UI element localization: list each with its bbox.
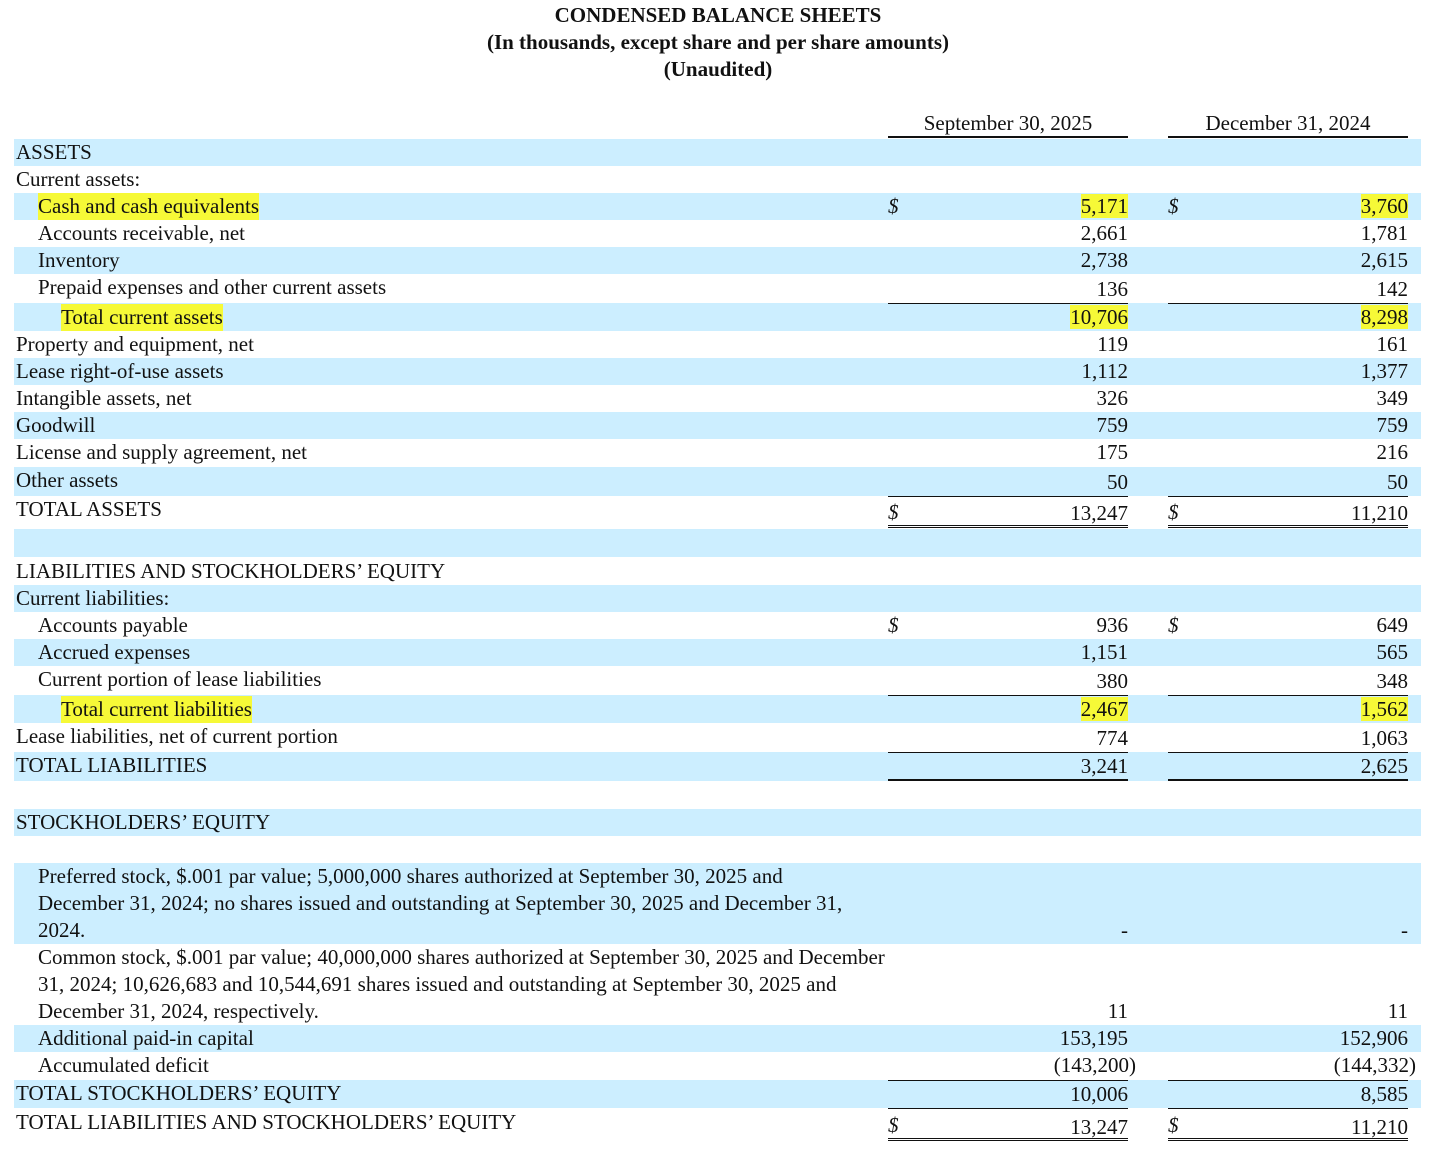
current-assets-heading: Current assets: (16, 167, 141, 191)
liab-equity-heading-row (14, 558, 1421, 585)
value-2025: 2,661 (1080, 221, 1128, 245)
total-assets-topline-2 (1168, 496, 1408, 497)
table-row (14, 439, 1421, 467)
currency-symbol: $ (1168, 194, 1179, 218)
value-2024: 142 (1376, 277, 1408, 301)
row-label: Inventory (38, 248, 120, 272)
currency-symbol: $ (1168, 613, 1179, 637)
value-2024: 1,781 (1360, 221, 1408, 245)
table-row (14, 412, 1421, 439)
row-label: Additional paid-in capital (38, 1026, 254, 1050)
row-label: Preferred stock, $.001 par value; 5,000,000 shares authorized at September 30, 2025 and December 31, 2024; no shares issued and outstanding at September 30, 2025 and December 31, 2024. (38, 864, 843, 942)
row-label: TOTAL LIABILITIES AND STOCKHOLDERS’ EQUITY (16, 1110, 517, 1134)
row-label: Lease liabilities, net of current portion (16, 724, 338, 748)
statement-note: (Unaudited) (663, 57, 773, 81)
value-2024: 8,298 (1168, 303, 1408, 331)
value-2024: - (1401, 918, 1408, 942)
value-2025: 11 (1107, 999, 1128, 1023)
table-row (14, 723, 1421, 752)
value-2024: 11,210 (1168, 496, 1408, 528)
table-row (14, 1052, 1421, 1080)
value-2024: 11,210 (1168, 1108, 1408, 1141)
row-label: TOTAL ASSETS (16, 497, 162, 521)
row-label: Current portion of lease liabilities (38, 667, 322, 691)
value-2025: 759 (1096, 413, 1128, 437)
value-2025: 136 (1096, 277, 1128, 301)
value-2025: 2,738 (1080, 248, 1128, 272)
current-liab-heading: Current liabilities: (16, 586, 170, 610)
table-row (14, 385, 1421, 412)
value-2024: 2,625 (1168, 752, 1408, 781)
table-row (14, 944, 1421, 1025)
value-2024: 152,906 (1339, 1026, 1408, 1050)
value-2024: 565 (1376, 640, 1408, 664)
row-label: Lease right-of-use assets (16, 359, 224, 383)
table-row (14, 467, 1421, 496)
row-label: Total current liabilities (61, 697, 252, 721)
value-2024: (144,332) (1333, 1053, 1416, 1077)
row-label: Accounts payable (38, 613, 188, 637)
liab-equity-heading: LIABILITIES AND STOCKHOLDERS’ EQUITY (16, 559, 446, 583)
current-liab-heading-row (14, 585, 1421, 612)
statement-header (0, 0, 1436, 83)
row-label: License and supply agreement, net (16, 440, 307, 464)
value-2024: 1,063 (1360, 726, 1408, 750)
table-row (14, 247, 1421, 274)
value-2025: 936 (1096, 613, 1128, 637)
value-2024: 759 (1376, 413, 1408, 437)
table-row (14, 666, 1421, 695)
currency-symbol: $ (888, 194, 899, 218)
value-2025: (143,200) (1053, 1053, 1136, 1077)
row-label: Prepaid expenses and other current assets (38, 275, 387, 299)
value-2024: 2,615 (1360, 248, 1408, 272)
assets-heading: ASSETS (16, 140, 92, 164)
value-2024: 3,760 (1360, 194, 1408, 218)
value-2025: 3,241 (888, 752, 1128, 781)
spacer-row (14, 529, 1421, 557)
table-row (14, 863, 1421, 944)
assets-heading-row (14, 139, 1421, 166)
currency-symbol: $ (1168, 1113, 1179, 1137)
value-2024: 649 (1376, 613, 1408, 637)
value-2025: 50 (1107, 470, 1128, 494)
equity-heading: STOCKHOLDERS’ EQUITY (16, 810, 271, 834)
total-assets-topline-1 (888, 496, 1128, 497)
table-row (14, 274, 1421, 303)
table-row (14, 193, 1421, 220)
value-2025: 1,112 (1081, 359, 1128, 383)
row-label: Intangible assets, net (16, 386, 192, 410)
value-2024: 161 (1376, 332, 1408, 356)
currency-symbol: $ (888, 1113, 899, 1137)
value-2025: 774 (1096, 726, 1128, 750)
equity-heading-row (14, 809, 1421, 836)
value-2025: 380 (1096, 669, 1128, 693)
value-2025: 13,247 (888, 496, 1128, 528)
row-label: Property and equipment, net (16, 332, 254, 356)
statement-title: CONDENSED BALANCE SHEETS (554, 3, 882, 27)
value-2025: 175 (1096, 440, 1128, 464)
value-2025: 2,467 (888, 695, 1128, 723)
table-row (14, 1025, 1421, 1052)
column-header-sep-2025: September 30, 2025 (888, 110, 1128, 138)
table-row (14, 331, 1421, 358)
table-row (14, 358, 1421, 385)
row-label: Other assets (16, 468, 119, 492)
value-2024: 8,585 (1168, 1080, 1408, 1108)
row-label: TOTAL STOCKHOLDERS’ EQUITY (16, 1081, 342, 1105)
value-2025: 10,006 (888, 1080, 1128, 1108)
table-row (14, 1080, 1421, 1108)
value-2025: 326 (1096, 386, 1128, 410)
value-2024: 349 (1376, 386, 1408, 410)
table-row (14, 1108, 1421, 1142)
table-row (14, 612, 1421, 639)
table-row (14, 695, 1421, 723)
row-label: Common stock, $.001 par value; 40,000,000 shares authorized at September 30, 2025 and December 31, 2024; 10,626,683 and 10,544,691 shares issued and outstanding at September 30, 2025 and December 31, 2024, respectively. (38, 945, 885, 1023)
currency-symbol: $ (888, 500, 899, 524)
table-row (14, 303, 1421, 331)
value-2024: 1,377 (1360, 359, 1408, 383)
row-label: Goodwill (16, 413, 96, 437)
row-label: TOTAL LIABILITIES (16, 753, 208, 777)
row-label: Accumulated deficit (38, 1053, 209, 1077)
value-2025: 119 (1097, 332, 1128, 356)
column-header-dec-2024: December 31, 2024 (1168, 110, 1408, 138)
currency-symbol: $ (1168, 500, 1179, 524)
value-2024: 11 (1387, 999, 1408, 1023)
row-label: Cash and cash equivalents (38, 194, 260, 218)
value-2025: 13,247 (888, 1108, 1128, 1141)
current-assets-heading-row (14, 166, 1421, 193)
value-2025: 10,706 (888, 303, 1128, 331)
value-2025: 1,151 (1080, 640, 1128, 664)
row-label: Accounts receivable, net (38, 221, 245, 245)
table-row (14, 496, 1421, 529)
currency-symbol: $ (888, 613, 899, 637)
statement-subtitle: (In thousands, except share and per share amounts) (486, 30, 950, 54)
value-2024: 348 (1376, 669, 1408, 693)
value-2024: 1,562 (1168, 695, 1408, 723)
row-label: Accrued expenses (38, 640, 191, 664)
table-row (14, 220, 1421, 247)
value-2025: - (1121, 918, 1128, 942)
table-row (14, 752, 1421, 781)
table-row (14, 639, 1421, 666)
value-2024: 50 (1387, 470, 1408, 494)
value-2025: 153,195 (1059, 1026, 1128, 1050)
value-2024: 216 (1376, 440, 1408, 464)
value-2025: 5,171 (1080, 194, 1128, 218)
row-label: Total current assets (61, 305, 223, 329)
